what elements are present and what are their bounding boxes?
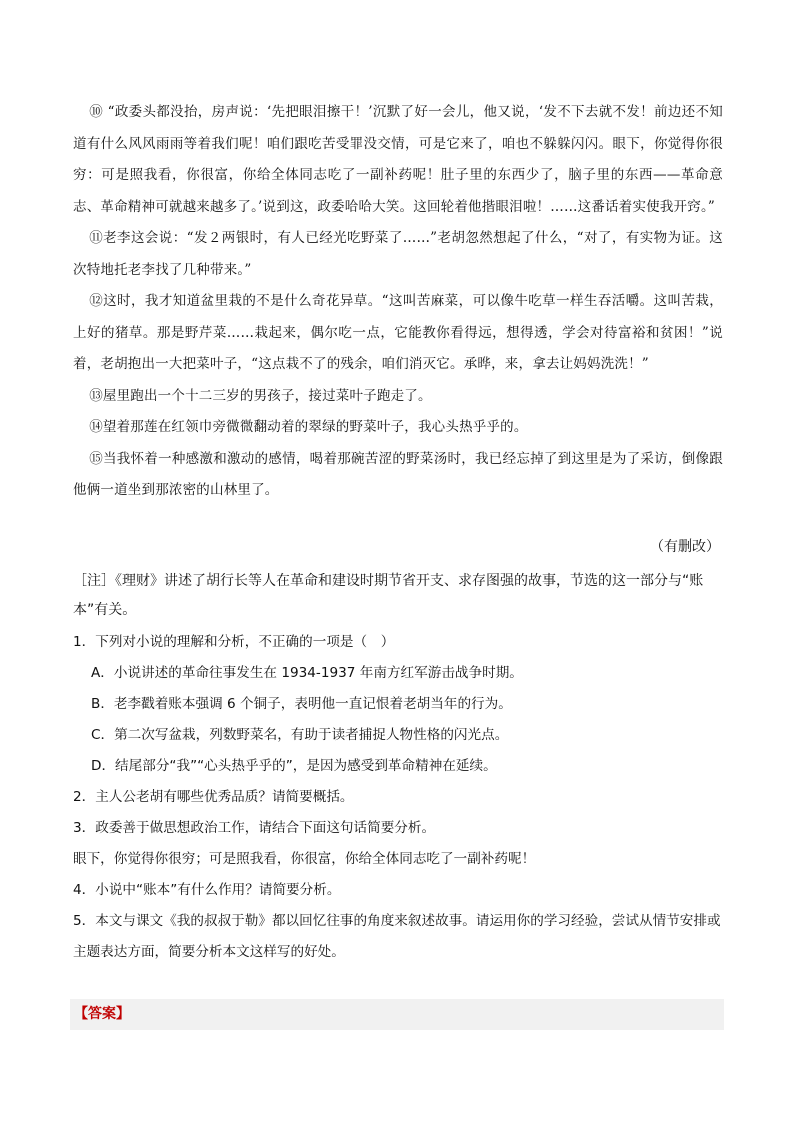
question-1: 1．下列对小说的理解和分析，不正确的一项是（ ） [73,634,395,650]
paragraph-13: ⑬屋里跑出一个十二三岁的男孩子，接过菜叶子跑走了。 [89,387,432,404]
source-note: （有删改） [650,539,720,555]
question-2: 2．主人公老胡有哪些优秀品质？请简要概括。 [73,789,354,805]
question-3-quote: 眼下，你觉得你很穷；可是照我看，你很富，你给全体同志吃了一副补药呢！ [73,851,536,867]
story-excerpt [73,97,723,507]
question-1-option-c: C．第二次写盆栽，列数野菜名，有助于读者捕捉人物性格的闪光点。 [91,727,509,743]
question-1-option-d: D．结尾部分“我”“心头热乎乎的”，是因为感受到革命精神在延续。 [91,758,497,774]
annotation-note: ［注］《理财》讲述了胡行长等人在革命和建设时期节省开支、求存图强的故事，节选的这一部分与“账本”有关。 [73,573,704,618]
paragraph-10: ⑩ “政委头都没抬，房声说：‘先把眼泪擦干！’沉默了好一会儿，他又说，‘发不下去就不发！前边还不知道有什么风风雨雨等着我们呢！咱们跟吃苦受罪没交情，可是它来了，咱也不躲躲闪闪。眼下，你觉得你很穷：可是照我看，你很富，你给全体同志吃了一副补药呢！肚子里的东西少了，脑子里的东西——革命意志、革命精神可就越来越多了。’说到这，政委哈哈大笑。这回轮着他揩眼泪啦！……这番话着实使我开窍。” [73,104,723,215]
question-list [73,627,728,968]
answer-label: 【答案】 [74,1006,130,1022]
paragraph-14: ⑭望着那莲在红领巾旁微微翻动着的翠绿的野菜叶子，我心头热乎乎的。 [89,419,528,435]
question-1-option-b: B．老李戳着账本强调 6 个铜子，表明他一直记恨着老胡当年的行为。 [91,696,512,712]
answer-section-bar [70,999,724,1030]
paragraph-11: ⑪老李这会说：“发２两银时，有人已经光吃野菜了……”老胡忽然想起了什么，“对了，有实物为证。这次特地托老李找了几种带来。” [73,230,723,278]
paragraph-12: ⑫这时，我才知道盆里栽的不是什么奇花异草。“这叫苦麻菜，可以像牛吃草一样生吞活嚼。这叫苦栽，上好的猪草。那是野芹菜……栽起来，偶尔吃一点，它能教你看得远，想得透，学会对待富裕和贫困！”说着，老胡抱出一大把菜叶子，“这点栽不了的残余，咱们消灭它。承晔，来，拿去让妈妈洗洗！” [73,293,723,372]
question-4: 4．小说中“账本”有什么作用？请简要分析。 [73,882,341,898]
paragraph-15: ⑮当我怀着一种感激和激动的感情，喝着那碗苦涩的野菜汤时，我已经忘掉了到这里是为了采访，倒像跟他俩一道坐到那浓密的山林里了。 [73,450,723,498]
question-3: 3．政委善于做思想政治工作，请结合下面这句话简要分析。 [73,820,436,836]
question-1-option-a: A．小说讲述的革命往事发生在 1934-1937 年南方红军游击战争时期。 [91,665,523,681]
question-5: 5．本文与课文《我的叔叔于勒》都以回忆往事的角度来叙述故事。请运用你的学习经验，尝试从情节安排或主题表达方面，简要分析本文这样写的好处。 [73,913,721,960]
